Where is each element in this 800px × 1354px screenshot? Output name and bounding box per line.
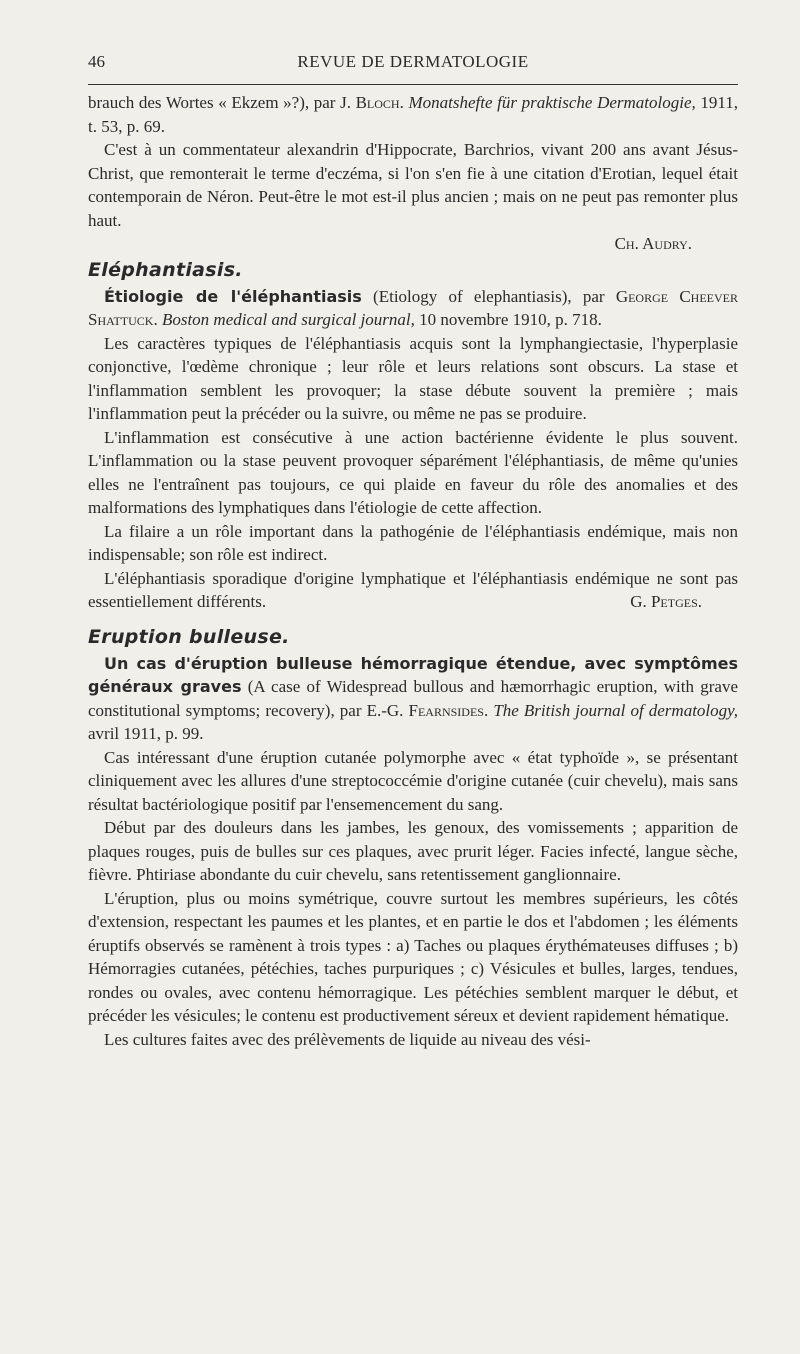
author-name: Fearnsides [408, 700, 484, 720]
paragraph: L'éruption, plus ou moins symétrique, couvre surtout les membres supérieurs, les côtés d'extension, respectant les paumes et les plantes, et en partie le dos et l'abdomen ; les éléments éruptifs observés se ramènent à trois types : a) Taches ou plaques érythémateuses diffuses ; b) Hémorragies cutanées, pétéchies, taches purpuriques ; c) Vésicules et bulles, larges, tendues, rondes ou ovales, avec contenu hémorragique. Les pétéchies semblent marquer le début, et précéder les vésicules; le contenu est productivement séreux et devient rapidement hématique. [88, 888, 738, 1025]
journal-title: The British journal of dermatology, [493, 700, 738, 720]
author-name: Bloch [355, 93, 400, 112]
signature-text: Ch. Audry. [614, 234, 692, 253]
signature [88, 232, 738, 256]
text: . [153, 310, 162, 329]
article-title: Un cas d'éruption bulleuse hémorragique étendue, avec symptômes généraux graves [88, 653, 738, 696]
section-title: Eruption bulleuse. [88, 625, 290, 648]
running-title: REVUE DE DERMATOLOGIE [297, 52, 529, 71]
continued-reference [88, 91, 738, 138]
running-head [88, 52, 738, 82]
paragraph: Les caractères typiques de l'éléphantiasis acquis sont la lymphangiectasie, l'hyperplasie conjonctive, l'œdème chronique ; leur rôle et leurs relations sont obscurs. La stase et l'inflammation semblent les provoquer; la stase débute souvent la première ; mais l'inflammation peut la précéder ou la suivre, ou même ne pas se produire. [88, 333, 738, 423]
journal-title: Boston medical and surgical journal, [161, 310, 415, 329]
text: L'éléphantiasis sporadique d'origine lymphatique et l'éléphantiasis endémique ne sont pas essentiellement différents. [88, 568, 738, 611]
text: . [483, 700, 494, 720]
document-page [88, 52, 738, 1051]
signature: G. Petges. [630, 592, 702, 611]
text: brauch des Wortes « Ekzem »?), par J. [88, 93, 356, 112]
article-reference [88, 285, 738, 332]
journal-title: Monatshefte für praktische Dermatologie, [408, 93, 696, 112]
article-reference [88, 652, 738, 746]
author-name: George Cheever Shattuck [88, 286, 738, 329]
text: (Etiology of elephantiasis), par [361, 286, 616, 306]
paragraph [88, 567, 738, 614]
paragraph: La filaire a un rôle important dans la pathogénie de l'éléphantiasis endémique, mais non indispensable; son rôle est indirect. [88, 521, 738, 564]
section-title: Eléphantiasis. [88, 258, 243, 281]
paragraph: Début par des douleurs dans les jambes, les genoux, des vomissements ; apparition de plaques rouges, puis de bulles sur ces plaques, avec prurit léger. Facies infecté, langue sèche, fièvre. Phtiriase abondante du cuir chevelu, sans retentissement ganglionnaire. [88, 818, 738, 884]
page-number: 46 [88, 52, 105, 71]
paragraph: L'inflammation est consécutive à une action bactérienne évidente le plus souvent. L'inflammation ou la stase peuvent provoquer séparément l'éléphantiasis, de même qu'unies elles ne l'entraînent pas toujours, ce qui plaide en faveur du rôle des anomalies et des malformations des lymphatiques dans l'étiologie de cette affection. [88, 427, 738, 517]
text: 1911, t. 53, p. 69. [88, 93, 739, 136]
paragraph: Cas intéressant d'une éruption cutanée polymorphe avec « état typhoïde », se présentant cliniquement avec les allures d'une streptococcémie d'origine cutanée (cuir chevelu), mais sans résultat bactériologique positif par l'ensemencement du sang. [88, 747, 738, 814]
text: (A case of Widespread bullous and hæmorrhagic eruption, with grave constitutional symptoms; recovery), par E.-G. [88, 677, 738, 720]
article-title: Étiologie de l'éléphantiasis [104, 286, 362, 306]
text: 10 novembre 1910, p. 718. [414, 310, 602, 329]
text: avril 1911, p. 99. [88, 724, 204, 743]
paragraph: Les cultures faites avec des prélèvements de liquide au niveau des vési- [104, 1029, 591, 1049]
paragraph: C'est à un commentateur alexandrin d'Hippocrate, Barchrios, vivant 200 ans avant Jésus-Christ, que remonterait le terme d'eczéma, si l'on s'en fie à une citation d'Erotian, lequel était contemporain de Néron. Peut-être le mot est-il plus ancien ; mais on ne peut pas remonter plus haut. [88, 140, 738, 230]
text: . [399, 93, 409, 112]
header-rule [88, 84, 738, 85]
